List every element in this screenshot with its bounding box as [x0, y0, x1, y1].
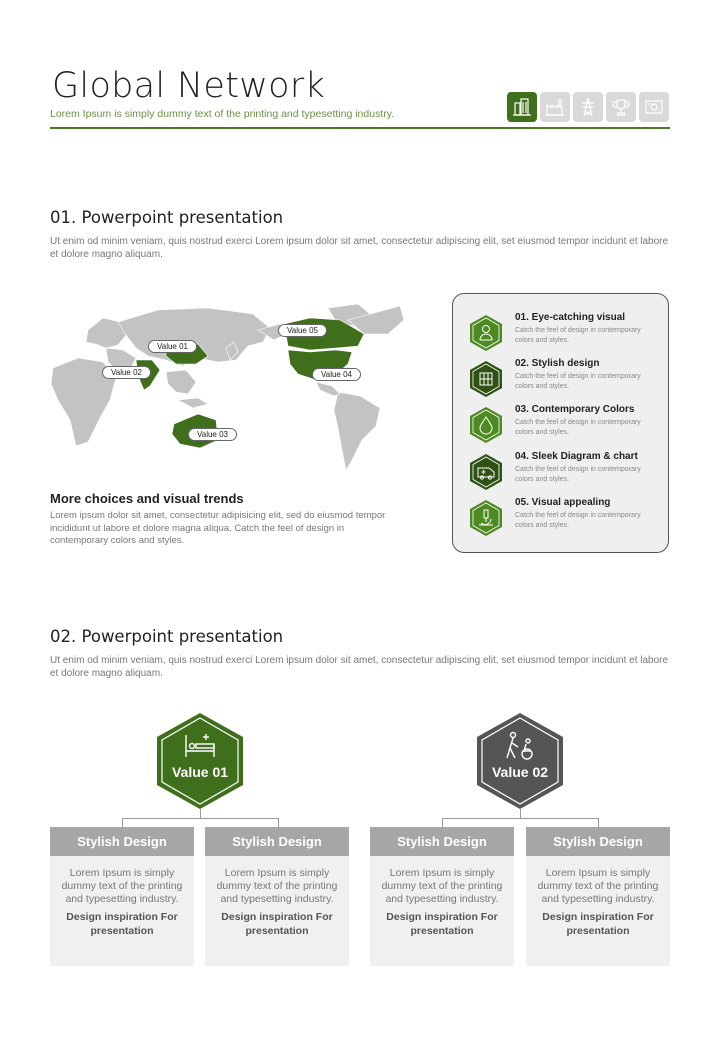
page-subtitle: Lorem Ipsum is simply dummy text of the printing and typesetting industry.: [50, 108, 395, 120]
map-label-value-03: Value 03: [188, 428, 237, 441]
section1-title: 01. Powerpoint presentation: [50, 208, 284, 227]
map-label-value-01: Value 01: [148, 340, 197, 353]
value-02-hexagon-shape: [475, 711, 565, 811]
card-body: Lorem Ipsum is simply dummy text of the printing and typesetting industry.: [381, 867, 503, 905]
card-footer: Design inspiration For presentation: [66, 911, 178, 937]
feature-title: 01. Eye-catching visual: [515, 312, 626, 323]
building-icon[interactable]: [507, 92, 537, 122]
hospital-bed-icon: [184, 731, 216, 761]
section2-text: Ut enim od minim veniam, quis nostrud exerci Lorem ipsum dolor sit amet, consectetur adipiscing elit, set eiusmod tempor incidunt et labore et dolore magno aliquam.: [50, 655, 669, 679]
feature-desc: Catch the feel of design in contemporary colors and styles.: [515, 512, 641, 529]
value-01-label: Value 01: [171, 764, 229, 780]
card-footer: Design inspiration For presentation: [542, 911, 654, 937]
design-card: [50, 827, 194, 966]
card-footer: Design inspiration For presentation: [386, 911, 498, 937]
feature-item: [469, 312, 665, 352]
connector-line: [122, 818, 279, 819]
feature-item: [469, 358, 665, 398]
feature-item: [469, 404, 665, 444]
card-header: Stylish Design: [526, 827, 670, 856]
design-card: [370, 827, 514, 966]
value-02-label: Value 02: [491, 764, 549, 780]
world-map: [48, 300, 408, 475]
page-title: Global Network: [52, 66, 326, 106]
map-label-value-02: Value 02: [102, 366, 151, 379]
factory-icon[interactable]: [540, 92, 570, 122]
trends-text: Lorem ipsum dolor sit amet, consectetur adipisicing elit, sed do eiusmod tempor incididunt ut labore et dolore magna aliqua. Catch the feel of design in contemporary colors and styles.: [50, 510, 386, 546]
feature-desc: Catch the feel of design in contemporary colors and styles.: [515, 327, 641, 344]
trophy-icon[interactable]: [606, 92, 636, 122]
connector-line: [442, 818, 443, 827]
world-map-graphic: [48, 300, 408, 475]
connector-line: [122, 818, 123, 827]
design-card: [205, 827, 349, 966]
card-header: Stylish Design: [50, 827, 194, 856]
features-panel: [452, 293, 669, 553]
design-card: [526, 827, 670, 966]
card-body: Lorem Ipsum is simply dummy text of the printing and typesetting industry.: [216, 867, 338, 905]
value-01-hexagon-shape: [155, 711, 245, 811]
value-02-hexagon: [475, 711, 565, 811]
section1-text: Ut enim od minim veniam, quis nostrud exerci Lorem ipsum dolor sit amet, consectetur adipiscing elit, set eiusmod tempor incidunt et labore et dolore magno aliquam.: [50, 236, 669, 260]
card-body: Lorem Ipsum is simply dummy text of the printing and typesetting industry.: [61, 867, 183, 905]
drop-icon: [469, 406, 503, 444]
section2-title: 02. Powerpoint presentation: [50, 627, 284, 646]
feature-desc: Catch the feel of design in contemporary colors and styles.: [515, 466, 641, 483]
card-body: Lorem Ipsum is simply dummy text of the printing and typesetting industry.: [537, 867, 659, 905]
header-icon-bar: [507, 92, 669, 122]
feature-title: 03. Contemporary Colors: [515, 404, 635, 415]
trends-title: More choices and visual trends: [50, 491, 244, 506]
card-footer: Design inspiration For presentation: [221, 911, 333, 937]
grid-board-icon: [469, 360, 503, 398]
card-header: Stylish Design: [205, 827, 349, 856]
feature-desc: Catch the feel of design in contemporary colors and styles.: [515, 419, 641, 436]
card-header: Stylish Design: [370, 827, 514, 856]
user-badge-icon: [469, 314, 503, 352]
power-tower-icon[interactable]: [573, 92, 603, 122]
feature-item: [469, 451, 665, 491]
feature-desc: Catch the feel of design in contemporary colors and styles.: [515, 373, 641, 390]
value-01-hexagon: [155, 711, 245, 811]
feature-title: 02. Stylish design: [515, 358, 600, 369]
map-label-value-04: Value 04: [312, 368, 361, 381]
connector-line: [442, 818, 599, 819]
feature-item: [469, 497, 665, 537]
header-divider: [50, 127, 670, 129]
feature-title: 04. Sleek Diagram & chart: [515, 451, 638, 462]
connector-line: [598, 818, 599, 827]
map-label-value-05: Value 05: [278, 324, 327, 337]
ambulance-icon: [469, 453, 503, 491]
wheelchair-assist-icon: [504, 731, 536, 761]
certificate-icon[interactable]: [639, 92, 669, 122]
microscope-icon: [469, 499, 503, 537]
feature-title: 05. Visual appealing: [515, 497, 611, 508]
connector-line: [278, 818, 279, 827]
